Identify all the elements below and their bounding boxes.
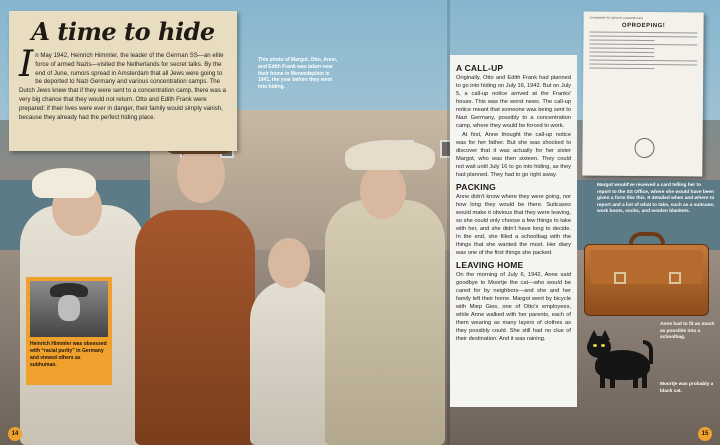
drop-cap: I: [19, 44, 34, 85]
notice-text-line: [589, 64, 697, 66]
section-paragraph: At first, Anne thought the call-up notice was for her father. But she was shocked to discover that it was actually for her sister Margot, who was then sixteen. They could not wait until July 16 to go into hiding, as they had planned. They had to go right away.: [456, 132, 571, 178]
photo-hat: [32, 168, 96, 198]
section-heading-leaving-home: LEAVING HOME: [456, 260, 524, 270]
notice-text-line: [590, 32, 698, 34]
cat-leg: [610, 374, 615, 388]
photo-hat: [345, 140, 435, 170]
intro-text: [19, 44, 227, 122]
notice-text-line: [589, 48, 654, 50]
cat-leg: [642, 374, 647, 388]
page-title: A time to hide: [31, 17, 215, 46]
bag-buckle: [614, 272, 626, 284]
face-shape: [58, 295, 80, 321]
section-heading-call-up: A CALL-UP: [456, 63, 504, 73]
notice-text-line: [589, 36, 697, 38]
cat-caption: Moortje was probably a black cat.: [660, 382, 714, 394]
intro-paragraph: n May 1942, Heinrich Himmler, the leader of the German SS—an elite force of armed Nazis—visited the Netherlands for secret talks. By the end of June, rumors spread in Amsterdam that all Jews were going to be deported to Nazi Germany and various concentration camps. The Dutch Jews knew that if they were sent to a concentration camp, there was a very big chance that they would not return. Otto and Edith Frank were prepared: if their lives were ever in danger, their family would simply vanish, because they already had the perfect hiding place.: [19, 52, 226, 121]
schoolbag-image: [584, 232, 709, 318]
call-up-notice-document: [582, 11, 703, 176]
notice-text-line: [589, 60, 697, 62]
page-number-right: 15: [698, 427, 712, 441]
section-paragraph: Anne didn't know where they were going, nor how long they would be there. Suitcases would make it obvious that they were leaving, so she could only choose a few things to take with her, and she didn't have long to decide. In the end, she filled a schoolbag with the things that she wanted the most. Her diary was one of the first things she packed.: [456, 194, 571, 256]
family-photo-caption: This photo of Margot, Otto, Anne, and Edith Frank was taken near their home in Merwedeplein in 1941, the year before they went into hiding.: [258, 57, 338, 91]
photo-head: [360, 163, 406, 219]
section-paragraph: On the morning of July 6, 1942, Anne said goodbye to Moortje the cat—who would be cared for by neighbors—and she and her family left their home. Margot went by bicycle with Miep Gies, one of Otto's employees, while Anne walked with her parents, each of them wearing as many layers of clothes as they possibly could. She still had no clue of their destination. And it was raining.: [456, 272, 571, 342]
photo-anne-frank: [250, 280, 335, 445]
stamp-icon: [634, 138, 654, 158]
schoolbag-caption: Anne had to fit as much as possible into a schoolbag.: [660, 322, 715, 341]
notice-header: Zentralstelle für jüdische Auswanderung: [589, 15, 643, 20]
notice-caption: Margot would've received a card telling her to report to the SS Office, where she would have been given a form like this. It detailed when and where to report and a list of what to take, such as a suitcase, work boots, socks, and woolen blankets.: [597, 183, 715, 215]
cat-eye: [601, 344, 605, 347]
notice-text-line: [589, 40, 654, 42]
himmler-portrait: [30, 281, 108, 337]
cat-eye: [593, 344, 597, 347]
cat-leg: [600, 374, 605, 388]
cat-tail: [643, 340, 653, 364]
notice-text-line: [589, 56, 654, 58]
black-cat-image: [585, 328, 655, 390]
notice-text-line: [589, 44, 697, 46]
bag-buckle: [669, 272, 681, 284]
cat-ear: [589, 330, 599, 340]
bag-flap: [590, 250, 703, 284]
notice-title: OPROEPING!: [621, 22, 666, 30]
page-number-left: 14: [8, 427, 22, 441]
photo-otto-frank: [135, 210, 255, 445]
himmler-caption: Heinrich Himmler was obsessed with “racial purity” in Germany and viewed others as subhuman.: [30, 341, 107, 368]
text-panel: [450, 55, 577, 407]
notice-text-line: [589, 68, 654, 70]
himmler-inset: [26, 277, 112, 385]
intro-parchment: [9, 11, 237, 151]
section-heading-packing: PACKING: [456, 182, 496, 192]
photo-margot-frank: [325, 200, 445, 445]
section-paragraph: Originally, Otto and Edith Frank had planned to go into hiding on July 16, 1942. But on July 5, a call-up notice arrived at the Franks' house. This was the worst news. The call-up notice meant that someone was being sent to Nazi Germany, possibly to a concentration camp, where they would be forced to work.: [456, 75, 571, 129]
photo-head: [268, 238, 310, 288]
notice-text-line: [589, 52, 654, 54]
cat-ear: [600, 330, 610, 340]
cat-leg: [633, 374, 638, 388]
